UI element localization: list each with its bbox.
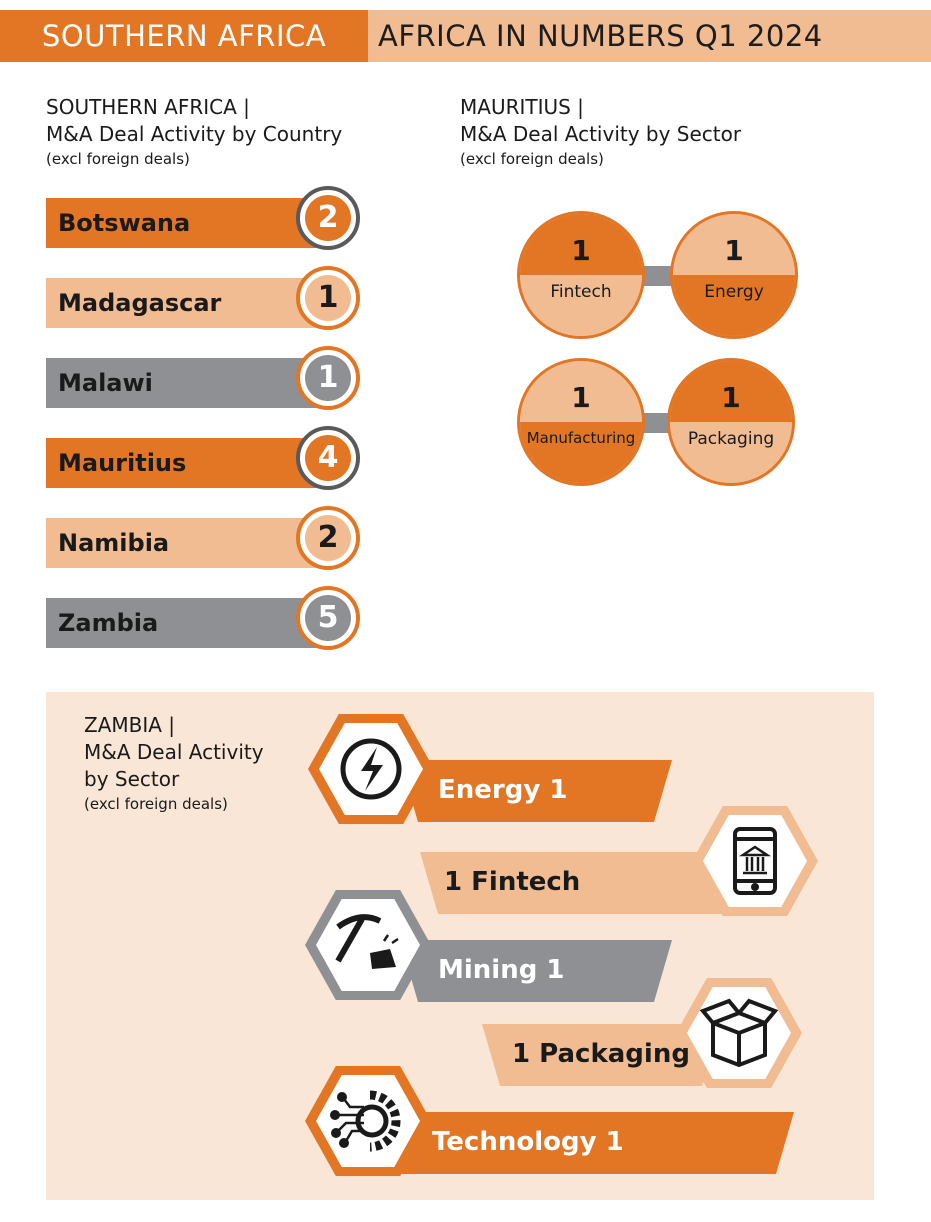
zambia-title-line2: M&A Deal Activity (84, 740, 264, 764)
zambia-label-mining: Mining 1 (438, 955, 565, 985)
header-report-title: AFRICA IN NUMBERS Q1 2024 (368, 10, 931, 62)
zambia-chart-heading (84, 712, 264, 815)
sector-circle-fintech (517, 211, 645, 339)
pickaxe-icon (305, 890, 431, 1000)
zambia-label-packaging: 1 Packaging (512, 1039, 690, 1069)
country-label: Mauritius (58, 449, 187, 477)
mauritius-subtitle: (excl foreign deals) (460, 150, 604, 168)
zambia-title-line1: ZAMBIA | (84, 713, 176, 737)
zambia-label-technology: Technology 1 (432, 1127, 624, 1157)
zambia-title-line3: by Sector (84, 767, 180, 791)
lightning-icon (308, 714, 434, 824)
country-subtitle: (excl foreign deals) (46, 150, 190, 168)
mauritius-title-line2: M&A Deal Activity by Sector (460, 122, 742, 146)
sector-label: Manufacturing (526, 429, 636, 447)
country-row-mauritius (46, 430, 364, 496)
mauritius-title-line1: MAURITIUS | (460, 95, 584, 119)
country-row-madagascar (46, 270, 364, 336)
sector-label: Fintech (550, 282, 612, 302)
country-row-malawi (46, 350, 364, 416)
mauritius-chart-heading (460, 94, 741, 170)
sector-circle-packaging (667, 358, 795, 486)
country-value-ring (296, 346, 360, 410)
country-label: Madagascar (58, 289, 222, 317)
country-value-ring (296, 186, 360, 250)
sector-label: Energy (704, 282, 764, 302)
zambia-label-energy: Energy 1 (438, 775, 568, 805)
country-value-ring (296, 586, 360, 650)
country-label: Malawi (58, 369, 153, 397)
sector-value: 1 (721, 381, 741, 414)
country-value-ring (296, 266, 360, 330)
country-label: Botswana (58, 209, 191, 237)
country-title-line2: M&A Deal Activity by Country (46, 122, 343, 146)
sector-label: Packaging (687, 429, 775, 449)
zambia-subtitle: (excl foreign deals) (84, 795, 228, 813)
country-label: Zambia (58, 609, 159, 637)
country-value: 4 (305, 435, 351, 481)
country-value: 1 (305, 275, 351, 321)
country-row-zambia (46, 590, 364, 656)
sector-circle-energy (670, 211, 798, 339)
mobile-bank-icon (692, 806, 818, 916)
country-value: 1 (305, 355, 351, 401)
sector-value: 1 (571, 234, 591, 267)
country-value-ring (296, 506, 360, 570)
country-chart-heading (46, 94, 342, 170)
circuit-gear-icon (305, 1066, 431, 1176)
country-value: 2 (305, 195, 351, 241)
header-region-title: SOUTHERN AFRICA (0, 10, 368, 62)
country-value-ring (296, 426, 360, 490)
sector-value: 1 (571, 381, 591, 414)
country-row-botswana (46, 190, 364, 256)
country-row-namibia (46, 510, 364, 576)
box-icon (676, 978, 802, 1088)
zambia-label-fintech: 1 Fintech (444, 867, 581, 897)
sector-circle-manufacturing (517, 358, 645, 486)
sector-value: 1 (724, 234, 744, 267)
country-label: Namibia (58, 529, 170, 557)
country-title-line1: SOUTHERN AFRICA | (46, 95, 250, 119)
country-value: 2 (305, 515, 351, 561)
country-value: 5 (305, 595, 351, 641)
